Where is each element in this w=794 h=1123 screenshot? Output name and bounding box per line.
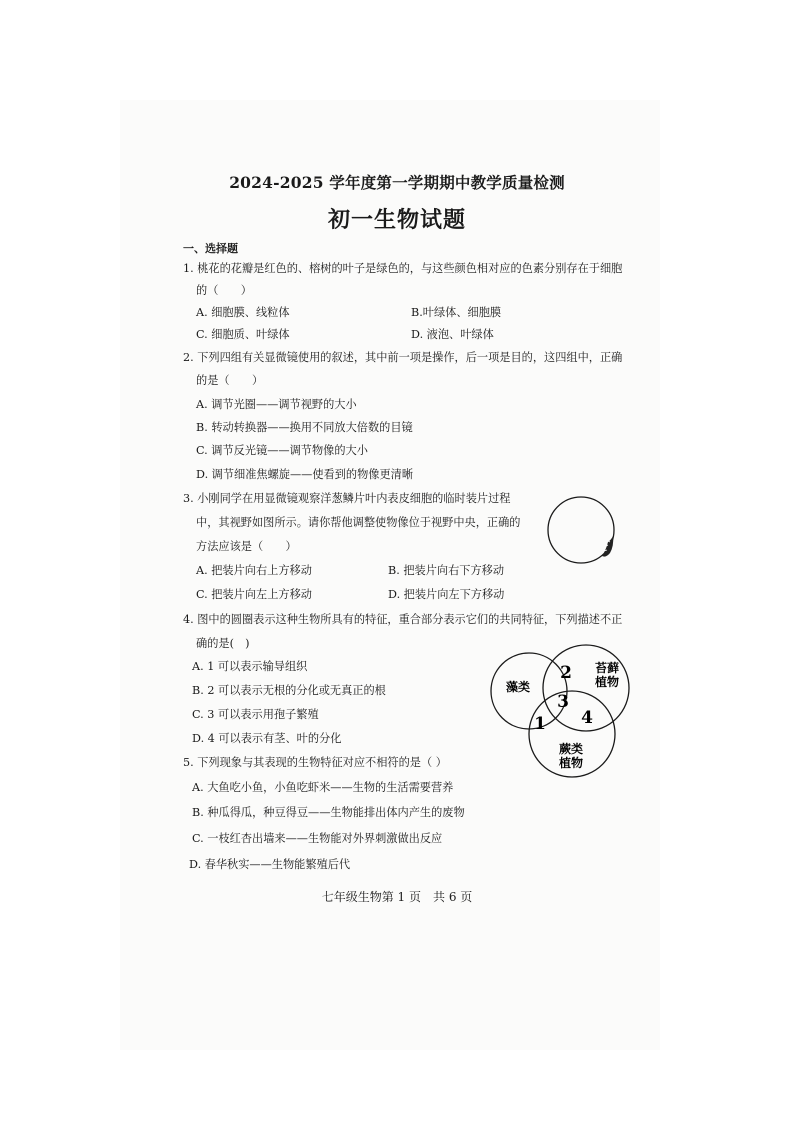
exam-title: 2024-2025 学年度第一学期期中教学质量检测 — [229, 173, 565, 192]
question-1-option-b: B.叶绿体、细胞膜 — [411, 306, 502, 319]
venn-number-2: 2 — [560, 663, 572, 683]
microscope-view-figure — [544, 494, 622, 572]
question-2-option-d: D. 调节细准焦螺旋——使看到的物像更清晰 — [196, 468, 414, 481]
question-3-option-b: B. 把装片向右下方移动 — [388, 564, 505, 577]
question-1-option-a: A. 细胞膜、线粒体 — [196, 306, 290, 319]
question-1-line-2: 的（ ） — [196, 284, 252, 297]
section-heading: 一、选择题 — [183, 242, 238, 255]
exam-subtitle: 初一生物试题 — [327, 207, 466, 233]
question-4-option-c: C. 3 可以表示用孢子繁殖 — [192, 708, 319, 721]
question-4-option-b: B. 2 可以表示无根的分化或无真正的根 — [192, 684, 386, 697]
question-5-option-b: B. 种瓜得瓜，种豆得豆——生物能排出体内产生的废物 — [192, 806, 465, 819]
venn-label-moss-1: 苔藓 — [594, 661, 620, 675]
venn-label-fern-1: 蕨类 — [558, 742, 584, 756]
question-2-option-a: A. 调节光圈——调节视野的大小 — [196, 398, 357, 411]
question-5-line-1: 5. 下列现象与其表现的生物特征对应不相符的是（ ） — [183, 756, 447, 769]
question-1-option-d: D. 液泡、叶绿体 — [411, 328, 494, 341]
question-3-line-3: 方法应该是（ ） — [196, 540, 297, 553]
question-4-option-d: D. 4 可以表示有茎、叶的分化 — [192, 732, 342, 745]
question-3-line-1: 3. 小刚同学在用显微镜观察洋葱鳞片叶内表皮细胞的临时装片过程 — [183, 492, 511, 505]
question-5-option-a: A. 大鱼吃小鱼，小鱼吃虾米——生物的生活需要营养 — [192, 781, 454, 794]
plant-venn-diagram — [486, 636, 642, 786]
question-5-option-d: D. 春华秋实——生物能繁殖后代 — [189, 858, 351, 871]
question-4-line-1: 4. 图中的圆圈表示这种生物所具有的特征，重合部分表示它们的共同特征，下列描述不正 — [183, 613, 623, 626]
venn-number-3: 3 — [557, 692, 569, 712]
question-3-option-d: D. 把装片向左下方移动 — [388, 588, 505, 601]
question-2-option-b: B. 转动转换器——换用不同放大倍数的目镜 — [196, 421, 413, 434]
question-2-option-c: C. 调节反光镜——调节物像的大小 — [196, 444, 368, 457]
question-3-option-a: A. 把装片向右上方移动 — [196, 564, 312, 577]
venn-label-fern-2: 植物 — [558, 756, 584, 770]
question-1-option-c: C. 细胞质、叶绿体 — [196, 328, 290, 341]
venn-label-algae: 藻类 — [505, 680, 531, 694]
venn-number-1: 1 — [534, 714, 546, 734]
venn-number-4: 4 — [581, 708, 593, 728]
page-footer: 七年级生物第 1 页 共 6 页 — [321, 890, 473, 904]
question-1-line-1: 1. 桃花的花瓣是红色的、榕树的叶子是绿色的，与这些颜色相对应的色素分别存在于细胞 — [183, 262, 623, 275]
question-2-line-1: 2. 下列四组有关显微镜使用的叙述，其中前一项是操作，后一项是目的，这四组中，正确 — [183, 351, 623, 364]
question-3-line-2: 中，其视野如图所示。请你帮他调整使物像位于视野中央，正确的 — [196, 516, 521, 529]
question-3-option-c: C. 把装片向左上方移动 — [196, 588, 312, 601]
question-4-line-2: 确的是( ) — [196, 637, 250, 650]
question-4-option-a: A. 1 可以表示输导组织 — [192, 660, 308, 673]
question-2-line-2: 的是（ ） — [196, 374, 264, 387]
question-5-option-c: C. 一枝红杏出墙来——生物能对外界刺激做出反应 — [192, 832, 443, 845]
venn-label-moss-2: 植物 — [594, 675, 620, 689]
